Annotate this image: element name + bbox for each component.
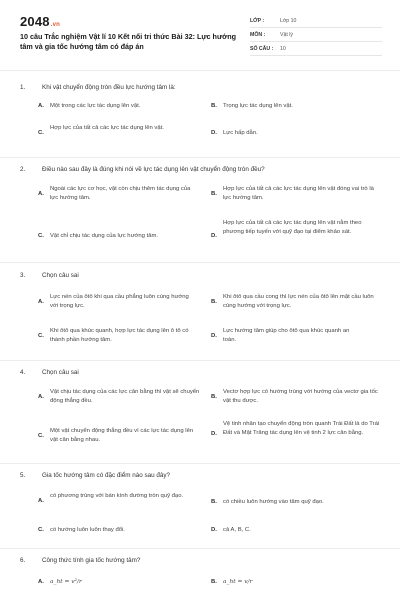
- q1-option-a[interactable]: [38, 102, 203, 114]
- question-text: Chọn câu sai: [42, 272, 79, 279]
- q4-option-a[interactable]: [38, 388, 203, 410]
- question-5-title: [20, 472, 170, 479]
- q4-option-c[interactable]: [38, 427, 203, 449]
- meta-table: [250, 14, 382, 56]
- meta-value: Vật lý: [280, 31, 293, 38]
- option-text: Vật chịu tác dụng của các lực cân bằng thì vật sẽ chuyển động thẳng đều.: [50, 389, 200, 405]
- option-letter: C.: [38, 433, 44, 439]
- q1-option-b[interactable]: [211, 102, 386, 114]
- option-text: Một trong các lực tác dụng lên vật.: [50, 103, 141, 109]
- q4-option-b[interactable]: [211, 388, 386, 410]
- option-letter: D.: [211, 333, 217, 339]
- divider: [0, 70, 400, 71]
- option-letter: A.: [38, 299, 44, 305]
- formula-text: a_ht = v/r: [223, 579, 253, 585]
- option-letter: A.: [38, 579, 44, 585]
- option-text: Vệ tinh nhân tạo chuyển động tròn quanh Trái Đất là do Trái Đất và Mặt Trăng tác dụng lên vệ tinh 2 lực cân bằng.: [223, 421, 380, 437]
- option-letter: D.: [211, 431, 217, 437]
- option-letter: D.: [211, 527, 217, 533]
- q2-option-b[interactable]: [211, 185, 386, 207]
- q6-option-a[interactable]: [38, 578, 203, 592]
- q3-option-b[interactable]: [211, 293, 386, 315]
- meta-label: SỐ CÂU :: [250, 45, 274, 52]
- q2-option-c[interactable]: [38, 232, 203, 244]
- option-letter: B.: [211, 191, 217, 197]
- option-text: Trọng lực tác dụng lên vật.: [223, 103, 293, 109]
- divider: [0, 463, 400, 464]
- option-letter: D.: [211, 130, 217, 136]
- option-text: Khi ôtô qua khúc quanh, hợp lực tác dụng lên ô tô có thành phần hướng tâm.: [50, 328, 189, 344]
- option-letter: B.: [211, 103, 217, 109]
- option-text: có hướng luôn luôn thay đổi.: [50, 527, 125, 533]
- q3-option-a[interactable]: [38, 293, 203, 315]
- option-letter: B.: [211, 579, 217, 585]
- meta-row-subject: [250, 28, 382, 42]
- q4-option-d[interactable]: [211, 420, 386, 454]
- meta-label: MÔN :: [250, 31, 266, 38]
- q1-option-c[interactable]: [38, 124, 203, 146]
- option-text: Một vật chuyển động thẳng đều vì các lực tác dụng lên vật cân bằng nhau.: [50, 428, 194, 444]
- q5-option-b[interactable]: [211, 498, 386, 510]
- option-letter: D.: [211, 233, 217, 239]
- divider: [0, 157, 400, 158]
- meta-row-count: [250, 42, 382, 56]
- question-number: 4.: [20, 369, 26, 376]
- meta-value: 10: [280, 45, 286, 52]
- question-text: Điều nào sau đây là đúng khi nói về lực tác dụng lên vật chuyển động tròn đều?: [42, 166, 265, 173]
- q5-option-c[interactable]: [38, 526, 203, 538]
- question-number: 5.: [20, 472, 26, 479]
- q3-option-d[interactable]: [211, 327, 386, 349]
- question-text: Công thức tính gia tốc hướng tâm?: [42, 557, 141, 564]
- option-text: Vectơ hợp lực có hướng trùng với hướng của vectơ gia tốc vật thu được.: [223, 389, 378, 405]
- question-3-title: [20, 272, 79, 279]
- question-number: 1.: [20, 84, 26, 91]
- question-4-title: [20, 369, 79, 376]
- option-text: cả A, B, C.: [223, 527, 251, 533]
- option-text: Ngoài các lực cơ học, vật còn chịu thêm tác dụng của lực hướng tâm.: [50, 186, 191, 202]
- option-letter: B.: [211, 299, 217, 305]
- option-text: Hợp lực của tất cả các lực tác dụng lên vật.: [50, 125, 164, 131]
- q2-option-d[interactable]: [211, 219, 386, 253]
- question-number: 2.: [20, 166, 26, 173]
- q6-option-b[interactable]: [211, 578, 386, 592]
- option-text: Khi ôtô qua cầu cong thì lực nén của ôtô lên mặt cầu luôn cùng hướng với trọng lực.: [223, 294, 374, 310]
- option-text: Vật chỉ chịu tác dụng của lực hướng tâm.: [50, 233, 159, 239]
- option-letter: C.: [38, 333, 44, 339]
- document-title: 10 câu Trắc nghiệm Vật lí 10 Kết nối tri thức Bài 32: Lực hướng tâm và gia tốc hướng tâm có đáp án: [20, 32, 237, 52]
- formula-text: a_ht = v²/r: [50, 579, 82, 585]
- q3-option-c[interactable]: [38, 327, 203, 349]
- question-number: 6.: [20, 557, 26, 564]
- meta-value: Lớp 10: [280, 17, 297, 24]
- option-letter: B.: [211, 394, 217, 400]
- question-6-title: [20, 557, 140, 564]
- q2-option-a[interactable]: [38, 185, 203, 207]
- option-text: Lực nén của ôtô khi qua cầu phẳng luôn cùng hướng với trọng lực.: [50, 294, 189, 310]
- option-text: Hợp lực của tất cả các lực tác dụng lên vật nằm theo phương tiếp tuyến với quỹ đạo tại điểm khảo sát.: [223, 220, 362, 236]
- option-letter: A.: [38, 498, 44, 504]
- option-text: Lực hướng tâm giúp cho ôtô qua khúc quanh an toàn.: [223, 328, 350, 344]
- meta-label: LỚP :: [250, 17, 265, 24]
- divider: [0, 360, 400, 361]
- divider: [0, 262, 400, 263]
- logo-text: 2048: [20, 14, 50, 29]
- option-text: Lực hấp dẫn.: [223, 130, 258, 136]
- option-text: có phương trùng với bán kính đường tròn quỹ đạo.: [50, 493, 184, 499]
- question-text: Chọn câu sai: [42, 369, 79, 376]
- question-number: 3.: [20, 272, 26, 279]
- question-text: Gia tốc hướng tâm có đặc điểm nào sau đây?: [42, 472, 171, 479]
- option-letter: B.: [211, 499, 217, 505]
- question-2-title: [20, 166, 265, 173]
- option-letter: C.: [38, 233, 44, 239]
- q1-option-d[interactable]: [211, 129, 386, 141]
- site-logo[interactable]: [20, 14, 60, 29]
- question-text: Khi vật chuyển động tròn đều lực hướng tâm là:: [42, 84, 176, 91]
- logo-suffix: .vn: [50, 22, 61, 28]
- meta-row-grade: [250, 14, 382, 28]
- option-letter: C.: [38, 527, 44, 533]
- option-letter: A.: [38, 394, 44, 400]
- option-letter: C.: [38, 130, 44, 136]
- q5-option-d[interactable]: [211, 526, 386, 538]
- q5-option-a[interactable]: [38, 492, 203, 514]
- option-letter: A.: [38, 103, 44, 109]
- option-text: có chiều luôn hướng vào tâm quỹ đạo.: [223, 499, 324, 505]
- page-header: [0, 0, 400, 78]
- question-1-title: [20, 84, 176, 91]
- option-text: Hợp lực của tất cả các lực tác dụng lên vật đóng vai trò là lực hướng tâm.: [223, 186, 374, 202]
- divider: [0, 548, 400, 549]
- option-letter: A.: [38, 191, 44, 197]
